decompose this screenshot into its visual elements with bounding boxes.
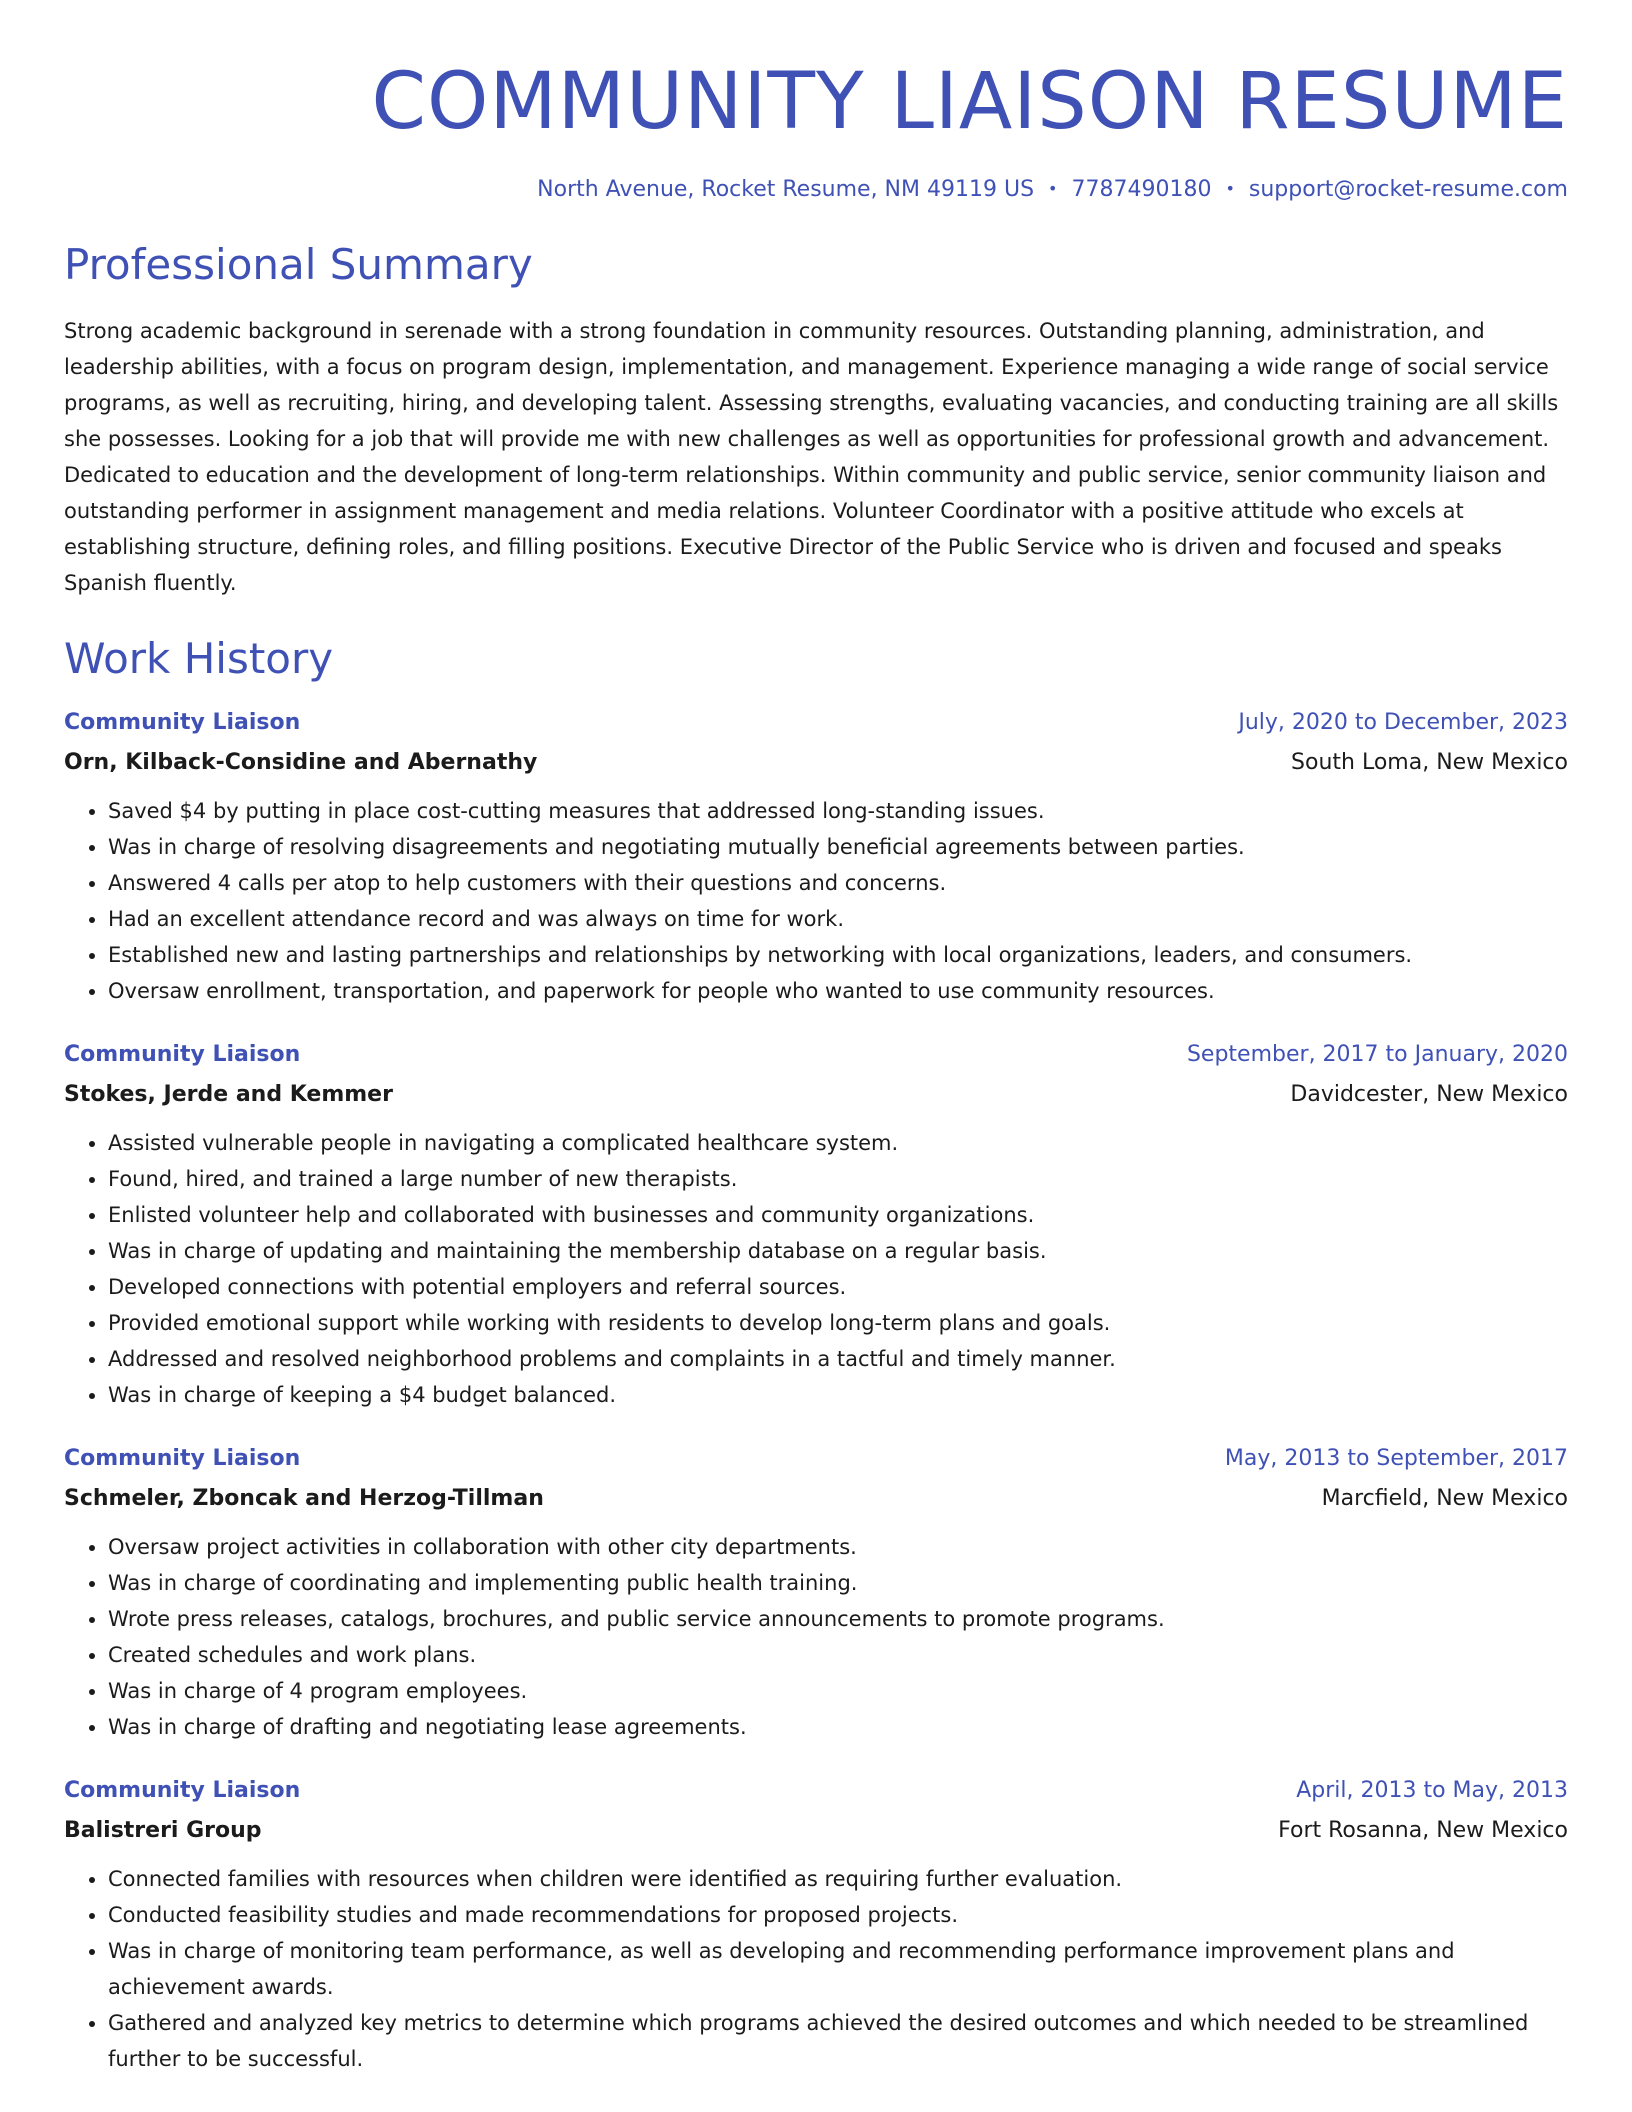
job-duty: • Was in charge of updating and maintaining the membership database on a regular basis.	[108, 1233, 1568, 1269]
job-duty: • Was in charge of coordinating and implementing public health training.	[108, 1565, 1568, 1601]
job-duty: • Connected families with resources when children were identified as requiring further evaluation.	[108, 1861, 1568, 1897]
job-company: Orn, Kilback-Considine and Abernathy	[64, 750, 538, 775]
job-duty: • Was in charge of keeping a $4 budget balanced.	[108, 1377, 1568, 1413]
resume-page	[64, 0, 1568, 2112]
job-duty: • Enlisted volunteer help and collaborated with businesses and community organizations.	[108, 1197, 1568, 1233]
job-duty: • Was in charge of resolving disagreements and negotiating mutually beneficial agreements between parties.	[108, 829, 1568, 865]
job-company: Schmeler, Zboncak and Herzog-Tillman	[64, 1486, 544, 1511]
job-duty: • Conducted feasibility studies and made recommendations for proposed projects.	[108, 1897, 1568, 1933]
job-duty: • Established new and lasting partnerships and relationships by networking with local organizations, leaders, and consumers.	[108, 937, 1568, 973]
job-duty: • Gathered and analyzed key metrics to determine which programs achieved the desired outcomes and which needed to be streamlined further to be successful.	[108, 2005, 1568, 2077]
job-duty: • Assisted vulnerable people in navigating a complicated healthcare system.	[108, 1125, 1568, 1161]
job-dates: May, 2013 to September, 2017	[1224, 1446, 1568, 1471]
job-duty: • Was in charge of monitoring team performance, as well as developing and recommending performance improvement plans and achievement awards.	[108, 1933, 1568, 2005]
job-entry	[64, 1771, 1568, 2077]
job-duty: • Provided emotional support while working with residents to develop long-term plans and goals.	[108, 1305, 1568, 1341]
job-dates: April, 2013 to May, 2013	[1296, 1778, 1568, 1803]
work-history-heading: Work History	[64, 634, 334, 683]
resume-title: COMMUNITY LIAISON RESUME	[371, 57, 1568, 147]
summary-heading: Professional Summary	[64, 240, 533, 289]
job-duty: • Addressed and resolved neighborhood problems and complaints in a tactful and timely manner.	[108, 1341, 1568, 1377]
job-title: Community Liaison	[64, 1042, 301, 1067]
job-duties	[64, 1861, 1568, 2077]
job-duties	[64, 1529, 1568, 1745]
contact-email[interactable]: support@rocket-resume.com	[1248, 177, 1568, 202]
job-entry	[64, 703, 1568, 1009]
job-duty: • Wrote press releases, catalogs, brochures, and public service announcements to promote programs.	[108, 1601, 1568, 1637]
job-title: Community Liaison	[64, 710, 301, 735]
contact-line	[64, 174, 1568, 205]
job-duty: • Saved $4 by putting in place cost-cutting measures that addressed long-standing issues.	[108, 793, 1568, 829]
job-duty: • Answered 4 calls per atop to help customers with their questions and concerns.	[108, 865, 1568, 901]
job-location: Marcfield, New Mexico	[1321, 1486, 1568, 1511]
contact-address: North Avenue, Rocket Resume, NM 49119 US	[537, 177, 1035, 202]
job-company: Balistreri Group	[64, 1818, 262, 1843]
job-duty: • Was in charge of drafting and negotiating lease agreements.	[108, 1709, 1568, 1745]
job-duties	[64, 1125, 1568, 1413]
job-duty: • Created schedules and work plans.	[108, 1637, 1568, 1673]
job-duties	[64, 793, 1568, 1009]
job-title: Community Liaison	[64, 1778, 301, 1803]
job-duty: • Was in charge of 4 program employees.	[108, 1673, 1568, 1709]
job-dates: September, 2017 to January, 2020	[1186, 1042, 1568, 1067]
job-location: Davidcester, New Mexico	[1290, 1082, 1568, 1107]
job-company: Stokes, Jerde and Kemmer	[64, 1082, 393, 1107]
job-entry	[64, 1035, 1568, 1413]
job-title: Community Liaison	[64, 1446, 301, 1471]
summary-text: Strong academic background in serenade with a strong foundation in community resources. Outstanding planning, administration, and leadership abilities, with a focus on program design, implementation, and management. Experience managing a wide range of social service programs, as well as recruiting, hiring, and developing talent. Assessing strengths, evaluating vacancies, and conducting training are all skills she possesses. Looking for a job that will provide me with new challenges as well as opportunities for professional growth and advancement. Dedicated to education and the development of long-term relationships. Within community and public service, senior community liaison and outstanding performer in assignment management and media relations. Volunteer Coordinator with a positive attitude who excels at establishing structure, defining roles, and filling positions. Executive Director of the Public Service who is driven and focused and speaks Spanish fluently.	[64, 319, 1559, 595]
job-location: South Loma, New Mexico	[1291, 750, 1568, 775]
job-entry	[64, 1439, 1568, 1745]
contact-separator: •	[1225, 179, 1235, 198]
contact-phone: 7787490180	[1071, 177, 1212, 202]
contact-separator: •	[1048, 179, 1058, 198]
job-duty: • Had an excellent attendance record and was always on time for work.	[108, 901, 1568, 937]
job-location: Fort Rosanna, New Mexico	[1278, 1818, 1568, 1843]
job-duty: • Oversaw enrollment, transportation, and paperwork for people who wanted to use community resources.	[108, 973, 1568, 1009]
job-duty: • Found, hired, and trained a large number of new therapists.	[108, 1161, 1568, 1197]
job-duty: • Oversaw project activities in collaboration with other city departments.	[108, 1529, 1568, 1565]
work-history-list	[64, 703, 1568, 2077]
job-duty: • Developed connections with potential employers and referral sources.	[108, 1269, 1568, 1305]
job-dates: July, 2020 to December, 2023	[1238, 710, 1568, 735]
